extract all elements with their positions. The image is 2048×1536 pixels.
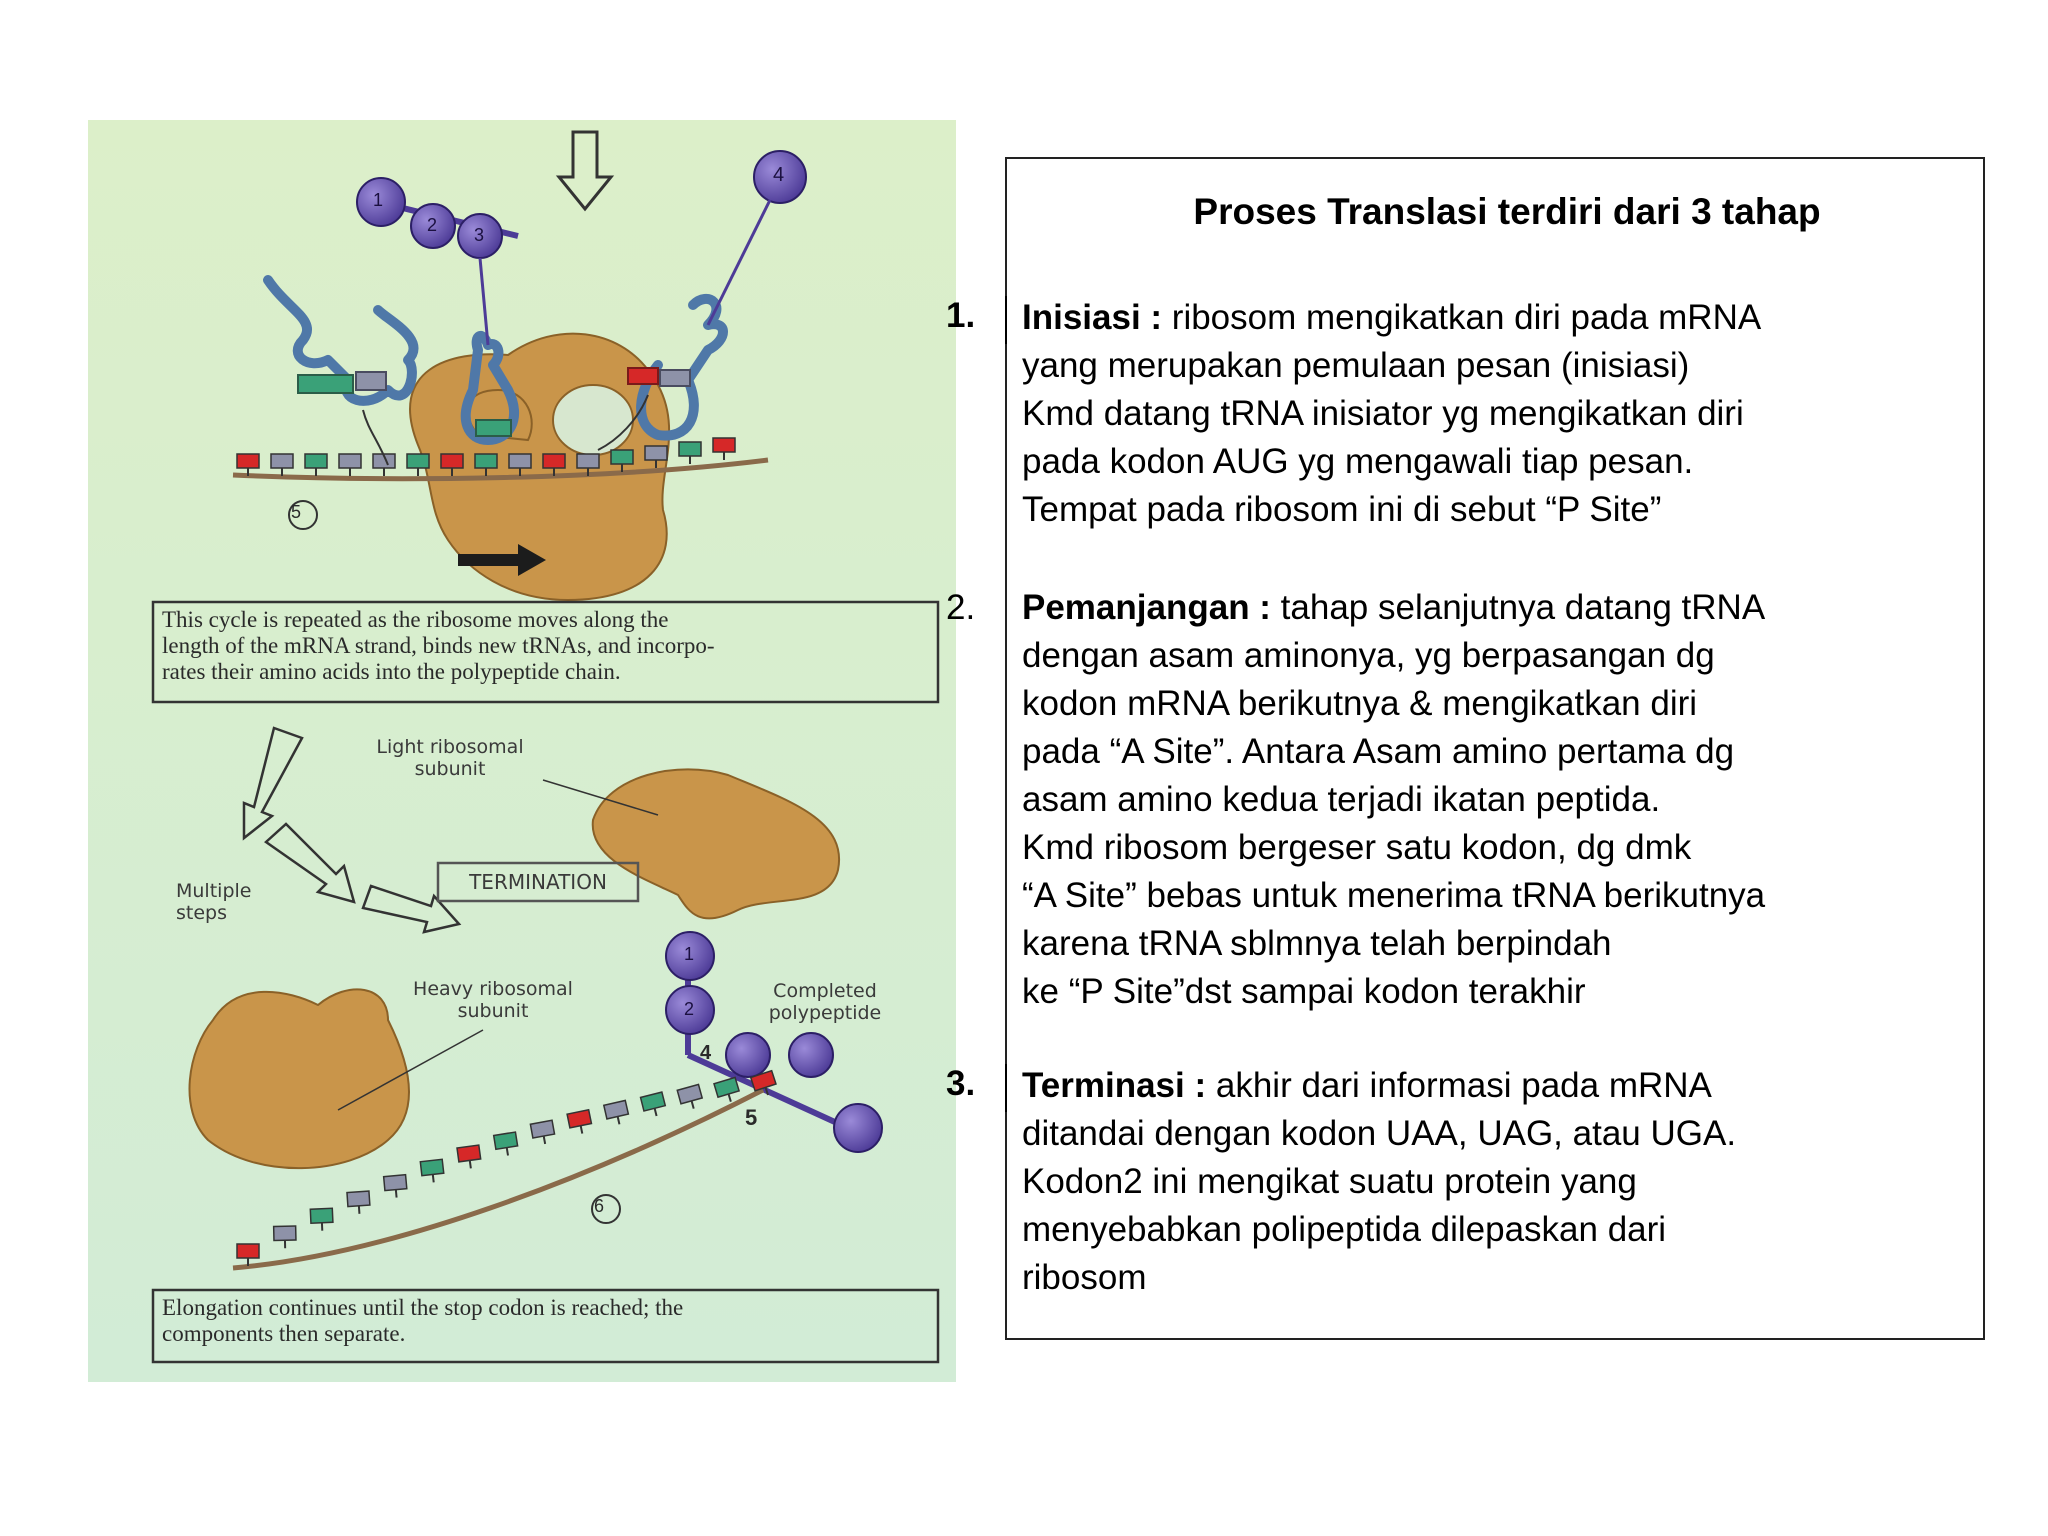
step-3-number: 3. [946,1064,976,1103]
amino-label-bottom-1: 1 [684,944,695,964]
circle-5-label: 5 [291,502,302,522]
polypeptide-num-5: 5 [745,1105,758,1130]
label-multiple-steps: Multiple steps [176,880,252,924]
translation-figure [88,120,956,1382]
label-termination: TERMINATION [469,870,607,894]
step-3-terminasi: Terminasi : akhir dari informasi pada mRNA ditandai dengan kodon UAA, UAG, atau UGA. Kodon2 ini mengikat suatu protein yang menyebabkan polipeptida dilepaskan dari ribosom [1022,1066,1737,1297]
step-2-number: 2. [946,588,976,627]
amino-label-4: 4 [773,164,785,186]
caption-top: This cycle is repeated as the ribosome moves along the length of the mRNA strand, binds new tRNAs, and incorpo- rates their amino acids into the polypeptide chain. [162,607,715,684]
step-1-divider [1005,296,1007,344]
step-1-term: Inisiasi : [1022,298,1163,337]
step-3-term: Terminasi : [1022,1066,1207,1105]
label-completed-polypeptide: Completed polypeptide [768,980,882,1024]
step-2-term: Pemanjangan : [1022,588,1271,627]
box-title: Proses Translasi terdiri dari 3 tahap [1193,191,1821,232]
amino-label-2: 2 [427,215,438,235]
circle-6-label: 6 [594,1196,605,1216]
caption-bottom: Elongation continues until the stop codon is reached; the components then separate. [162,1295,684,1346]
polypeptide-num-4: 4 [700,1042,712,1064]
label-light-ribosomal-subunit: Light ribosomal subunit [376,736,524,780]
amino-label-bottom-2: 2 [684,999,695,1019]
step-1-inisiasi: Inisiasi : ribosom mengikatkan diri pada mRNA yang merupakan pemulaan pesan (inisiasi) Kmd datang tRNA inisiator yg mengikatkan diri pada kodon AUG yg mengawali tiap pesan. Tempat pada ribosom ini di sebut “P Site” [1022,298,1762,529]
amino-label-3: 3 [474,225,485,245]
label-heavy-ribosomal-subunit: Heavy ribosomal subunit [413,978,573,1022]
step-2-pemanjangan: Pemanjangan : tahap selanjutnya datang tRNA dengan asam aminonya, yg berpasangan dg kodon mRNA berikutnya & mengikatkan diri pada “A Site”. Antara Asam amino pertama dg asam amino kedua terjadi ikatan peptida. Kmd ribosom bergeser satu kodon, dg dmk “A Site” bebas untuk menerima tRNA berikutnya karena tRNA sblmnya telah berpindah ke “P Site”dst sampai kodon terakhir [1022,588,1766,1011]
heavy-ribosomal-subunit [189,989,408,1168]
step-1-number: 1. [946,296,976,335]
amino-label-1: 1 [373,190,384,210]
step-3-divider [1005,1064,1007,1112]
